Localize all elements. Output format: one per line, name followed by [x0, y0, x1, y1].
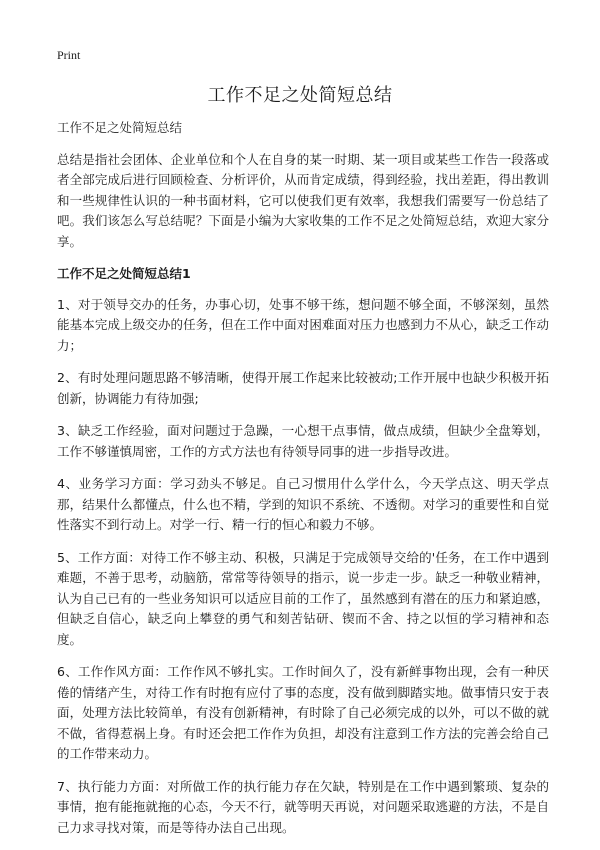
- list-item: 4、业务学习方面：学习劲头不够足。自己习惯用什么学什么，今天学点这、明天学点那，结果什么都懂点，什么也不精，学到的知识不系统、不透彻。对学习的重要性和自觉性落实不到行动上。对学一行、精一行的恒心和毅力不够。: [57, 476, 549, 532]
- document-body: [57, 118, 549, 850]
- page-title: 工作不足之处简短总结: [207, 85, 393, 106]
- list-item: 3、缺乏工作经验，面对问题过于急躁，一心想干点事情，做点成绩，但缺少全盘筹划，工作不够谨慎周密，工作的方式方法也有待领导同事的进一步指导改进。: [57, 423, 549, 459]
- list-item: 1、对于领导交办的任务，办事心切，处事不够干练，想问题不够全面，不够深刻，虽然能基本完成上级交办的任务，但在工作中面对困难面对压力也感到力不从心，缺乏工作动力；: [57, 296, 549, 353]
- intro-paragraph: 总结是指社会团体、企业单位和个人在自身的某一时期、某一项目或某些工作告一段落或者全部完成后进行回顾检查、分析评价，从而肯定成绩，得到经验，找出差距，得出教训和一些规律性认识的一种书面材料，它可以使我们更有效率，我想我们需要写一份总结了吧。我们该怎么写总结呢？下面是小编为大家收集的工作不足之处简短总结，欢迎大家分享。: [57, 151, 549, 249]
- list-item: 2、有时处理问题思路不够清晰，使得开展工作起来比较被动;工作开展中也缺少积极开拓创新，协调能力有待加强;: [57, 370, 549, 406]
- print-link[interactable]: Print: [57, 48, 81, 62]
- list-item: 5、工作方面：对待工作不够主动、积极，只满足于完成领导交给的'任务，在工作中遇到难题，不善于思考，动脑筋，常常等待领导的指示，说一步走一步。缺乏一种敬业精神，认为自己已有的一些业务知识可以适应目前的工作了，虽然感到有潜在的压力和紧迫感，但缺乏自信心，缺乏向上攀登的勇气和刻苦钻研、锲而不舍、持之以恒的学习精神和态度。: [57, 549, 549, 647]
- document-subtitle: 工作不足之处简短总结: [57, 120, 183, 135]
- list-item: 6、工作作风方面：工作作风不够扎实。工作时间久了，没有新鲜事物出现，会有一种厌倦的情绪产生，对待工作有时抱有应付了事的态度，没有做到脚踏实地。做事情只安于表面，处理方法比较简单，有没有创新精神，有时除了自己必须完成的以外，可以不做的就不做，省得惹祸上身。有时还会把工作作为负担，却没有注意到工作方法的完善会给自己的工作带来动力。: [57, 664, 549, 761]
- section-heading: 工作不足之处简短总结1: [57, 266, 191, 281]
- list-item: 7、执行能力方面：对所做工作的执行能力存在欠缺，特别是在工作中遇到繁琐、复杂的事情，抱有能拖就拖的心态，今天不行，就等明天再说，对问题采取逃避的方法，不是自己力求寻找对策，而是等待办法自己出现。: [57, 778, 549, 835]
